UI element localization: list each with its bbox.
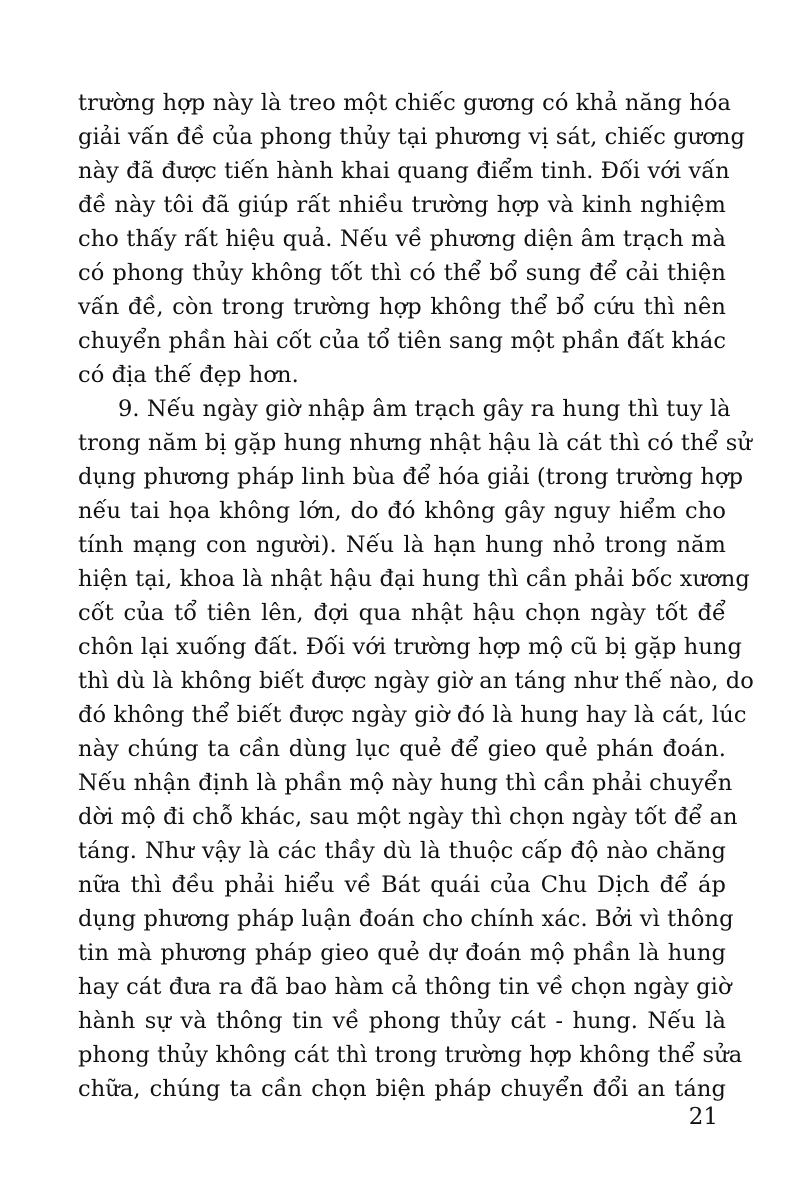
text-line: này đã được tiến hành khai quang điểm tinh. Đối với vấn bbox=[78, 158, 730, 184]
text-line: có phong thủy không tốt thì có thể bổ sung để cải thiện bbox=[78, 260, 726, 286]
text-line: chôn lại xuống đất. Đối với trường hợp mộ cũ bị gặp hung bbox=[78, 634, 742, 660]
paragraph-1 bbox=[78, 86, 745, 392]
text-line: tính mạng con người). Nếu là hạn hung nhỏ trong năm bbox=[78, 532, 726, 558]
text-line: dời mộ đi chỗ khác, sau một ngày thì chọn ngày tốt để an bbox=[78, 804, 738, 830]
text-line: thì dù là không biết được ngày giờ an táng như thế nào, do bbox=[78, 668, 754, 694]
text-line: trường hợp này là treo một chiếc gương có khả năng hóa bbox=[78, 90, 732, 116]
text-line: đó không thể biết được ngày giờ đó là hung hay là cát, lúc bbox=[78, 702, 747, 728]
text-line: tin mà phương pháp gieo quẻ dự đoán mộ phần là hung bbox=[78, 940, 726, 966]
text-line: hiện tại, khoa là nhật hậu đại hung thì cần phải bốc xương bbox=[78, 566, 750, 592]
text-line: cho thấy rất hiệu quả. Nếu về phương diện âm trạch mà bbox=[78, 226, 726, 252]
page-body bbox=[78, 86, 754, 1106]
text-line: đề này tôi đã giúp rất nhiều trường hợp và kinh nghiệm bbox=[78, 192, 726, 218]
text-line: Nếu nhận định là phần mộ này hung thì cần phải chuyển bbox=[78, 770, 733, 796]
text-line: giải vấn đề của phong thủy tại phương vị sát, chiếc gương bbox=[78, 124, 745, 150]
page-number: 21 bbox=[688, 1104, 718, 1130]
text-line: hành sự và thông tin về phong thủy cát - hung. Nếu là bbox=[78, 1008, 726, 1034]
text-line: dụng phương pháp linh bùa để hóa giải (trong trường hợp bbox=[78, 464, 744, 490]
text-line: nữa thì đều phải hiểu về Bát quái của Chu Dịch để áp bbox=[78, 872, 726, 898]
text-line: trong năm bị gặp hung nhưng nhật hậu là cát thì có thể sử bbox=[78, 430, 753, 456]
text-line: này chúng ta cần dùng lục quẻ để gieo quẻ phán đoán. bbox=[78, 736, 726, 762]
text-line: phong thủy không cát thì trong trường hợp không thể sửa bbox=[78, 1042, 743, 1068]
text-line: 9. Nếu ngày giờ nhập âm trạch gây ra hung thì tuy là bbox=[118, 396, 731, 422]
text-line: nếu tai họa không lớn, do đó không gây nguy hiểm cho bbox=[78, 498, 726, 524]
text-line: chuyển phần hài cốt của tổ tiên sang một phần đất khác bbox=[78, 328, 727, 354]
text-line: vấn đề, còn trong trường hợp không thể bổ cứu thì nên bbox=[78, 294, 726, 320]
text-line: cốt của tổ tiên lên, đợi qua nhật hậu chọn ngày tốt để bbox=[78, 600, 726, 626]
text-line: táng. Như vậy là các thầy dù là thuộc cấp độ nào chăng bbox=[78, 838, 726, 864]
text-line: chữa, chúng ta cần chọn biện pháp chuyển đổi an táng bbox=[78, 1076, 726, 1102]
paragraph-2 bbox=[78, 392, 754, 1106]
text-line: hay cát đưa ra đã bao hàm cả thông tin về chọn ngày giờ bbox=[78, 974, 732, 1000]
text-line: có địa thế đẹp hơn. bbox=[78, 362, 299, 388]
text-line: dụng phương pháp luận đoán cho chính xác. Bởi vì thông bbox=[78, 906, 734, 932]
